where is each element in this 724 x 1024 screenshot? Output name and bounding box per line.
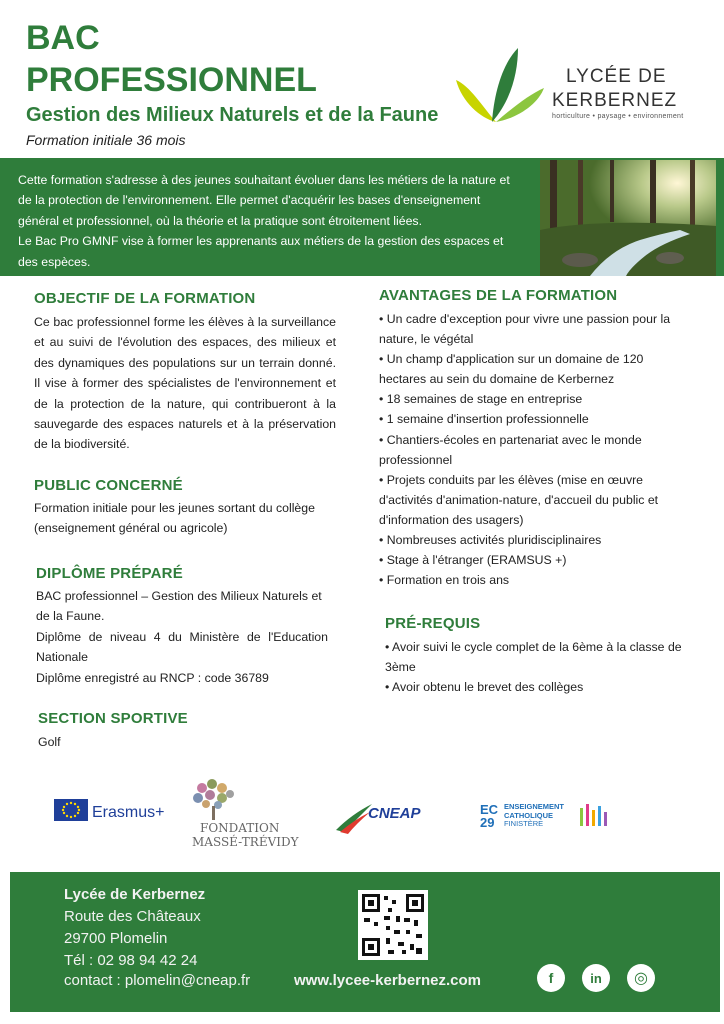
fondation-tree-icon xyxy=(188,776,240,820)
avantages-list xyxy=(379,309,689,590)
list-item: • Projets conduits par les élèves (mise en œuvre d'activités d'animation-nature, d'accueil du public et d'information des usagers) xyxy=(379,470,689,530)
objectif-heading: OBJECTIF DE LA FORMATION xyxy=(34,290,256,307)
list-item: • Formation en trois ans xyxy=(379,570,689,590)
footer-website-link[interactable]: www.lycee-kerbernez.com xyxy=(294,972,482,989)
lycee-logo-leaves-icon xyxy=(452,44,548,126)
diplome-line: Diplôme de niveau 4 du Ministère de l'Education Nationale xyxy=(36,629,328,665)
list-item: • 18 semaines de stage en entreprise xyxy=(379,389,689,409)
page-subtitle: Gestion des Milieux Naturels et de la Faune xyxy=(26,104,439,126)
ec-line3: FINISTÈRE xyxy=(504,819,544,828)
list-item: • Avoir suivi le cycle complet de la 6ème à la classe de 3ème xyxy=(385,637,685,677)
instagram-icon[interactable]: ◎ xyxy=(627,964,655,992)
intro-line: général et professionnel, où la théorie et la pratique sont étroitement liées. xyxy=(18,213,422,228)
fondation-label-line2: MASSÉ-TRÉVIDY xyxy=(192,835,299,849)
linkedin-icon[interactable]: in xyxy=(582,964,610,992)
facebook-icon[interactable]: f xyxy=(537,964,565,992)
list-item: • 1 semaine d'insertion professionnelle xyxy=(379,409,689,429)
logo-tagline: horticulture • paysage • environnement xyxy=(552,113,684,120)
ec-candles-icon xyxy=(578,800,608,826)
ec-line2: CATHOLIQUE xyxy=(504,810,554,820)
page-title-line1: BAC xyxy=(26,19,100,57)
section-sportive-heading: SECTION SPORTIVE xyxy=(38,710,188,727)
diplome-line: Diplôme enregistré au RNCP : code 36789 xyxy=(36,670,269,685)
footer-school-name: Lycée de Kerbernez xyxy=(64,886,206,903)
footer-address-line2: 29700 Plomelin xyxy=(64,930,168,947)
qr-code-icon xyxy=(358,890,428,960)
objectif-text: Ce bac professionnel forme les élèves à la surveillance et au suivi de l'évolution des espaces, des milieux et des dynamiques des populations sur un terrain donné. Il vise à former des spécialistes de l'environnement et de la protection de la nature, qui contribueront à la sauvegarde des espaces naturels et à la préservation de la biodiversité. xyxy=(34,315,336,452)
intro-line: Le Bac Pro GMNF vise à former les apprenants aux métiers de la gestion des espaces et xyxy=(18,234,504,249)
intro-line: Cette formation s'adresse à des jeunes souhaitant évoluer dans les métiers de la nature et xyxy=(18,173,510,187)
footer-phone: Tél : 02 98 94 42 24 xyxy=(64,952,198,969)
page-title-line2: PROFESSIONNEL xyxy=(26,61,317,99)
list-item: • Un cadre d'exception pour vivre une passion pour la nature, le végétal xyxy=(379,309,689,349)
erasmus-label: Erasmus+ xyxy=(92,804,165,821)
ec-code xyxy=(480,803,498,829)
intro-line: de la protection de l'environnement. Elle permet d'acquérir les bases d'enseignement xyxy=(18,193,481,208)
ec-code-line1: EC xyxy=(480,802,499,817)
list-item: • Avoir obtenu le brevet des collèges xyxy=(385,677,685,697)
diplome-line: BAC professionnel – Gestion des Milieux Naturels et de la Faune. xyxy=(36,589,322,624)
prerequis-heading: PRÉ-REQUIS xyxy=(385,615,481,632)
logo-name-line2: KERBERNEZ xyxy=(552,90,678,111)
logo-name-line1: LYCÉE DE xyxy=(566,66,667,87)
prerequis-list xyxy=(385,637,685,697)
public-text: Formation initiale pour les jeunes sortant du collège (enseignement général ou agricole) xyxy=(34,501,315,536)
eu-stars-icon xyxy=(61,801,81,819)
footer-contact[interactable]: contact : plomelin@cneap.fr xyxy=(64,972,251,989)
ec-line1: ENSEIGNEMENT xyxy=(504,802,565,811)
diplome-heading: DIPLÔME PRÉPARÉ xyxy=(36,565,183,582)
cneap-label: CNEAP xyxy=(368,805,421,822)
intro-line: des espèces. xyxy=(18,254,91,269)
section-sportive-text: Golf xyxy=(38,735,61,749)
list-item: • Nombreuses activités pluridisciplinaires xyxy=(379,530,689,550)
ec-code-line2: 29 xyxy=(480,815,495,830)
list-item: • Stage à l'étranger (ERAMSUS +) xyxy=(379,550,689,570)
list-item: • Chantiers-écoles en partenariat avec le monde professionnel xyxy=(379,430,689,470)
eu-flag-icon xyxy=(54,799,88,821)
intro-text xyxy=(18,170,526,272)
avantages-heading: AVANTAGES DE LA FORMATION xyxy=(379,287,618,304)
diplome-text xyxy=(36,586,328,688)
fondation-label-line1: FONDATION xyxy=(200,821,280,835)
forest-stream-photo xyxy=(540,160,716,276)
list-item: • Un champ d'application sur un domaine de 120 hectares au sein du domaine de Kerbernez xyxy=(379,349,689,389)
footer-address-line1: Route des Châteaux xyxy=(64,908,201,925)
formation-duration: Formation initiale 36 mois xyxy=(26,132,186,148)
ec-label xyxy=(504,803,564,829)
public-heading: PUBLIC CONCERNÉ xyxy=(34,477,183,494)
